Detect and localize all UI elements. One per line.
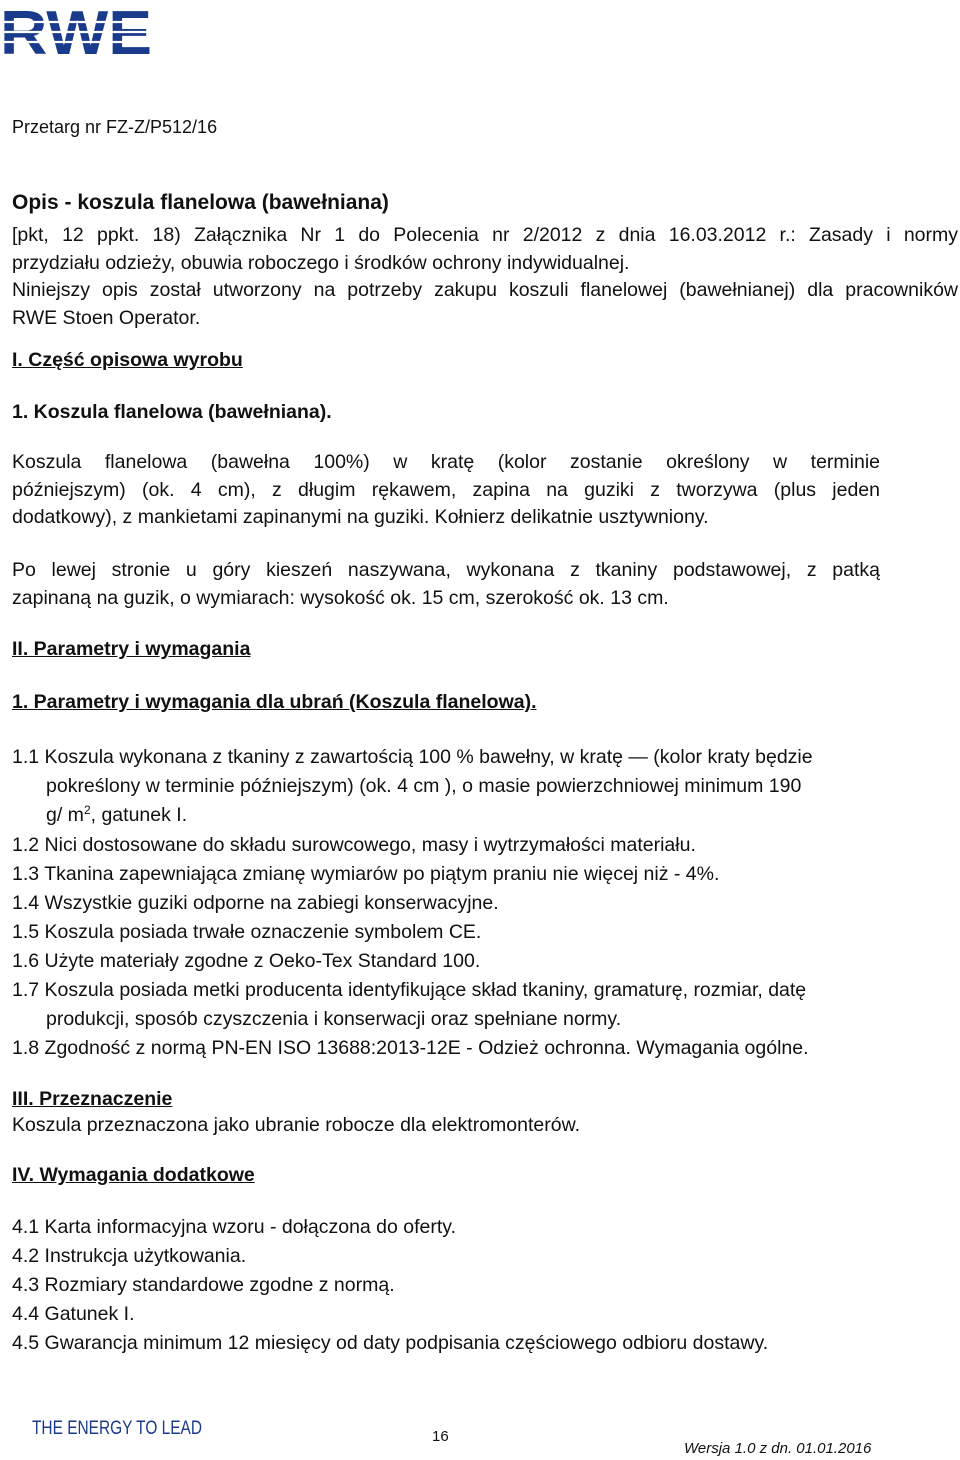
section-heading-1: I. Część opisowa wyrobu xyxy=(12,349,243,371)
purpose-text: Koszula przeznaczona jako ubranie robocze dla elektromonterów. xyxy=(12,1114,580,1136)
item-number: 4.2 xyxy=(12,1245,40,1267)
list-item xyxy=(12,889,882,918)
list-item xyxy=(12,1329,882,1358)
item-tail: , gatunek I. xyxy=(90,804,188,826)
item-text: Rozmiary standardowe zgodne z normą. xyxy=(44,1274,395,1296)
item-continuation: produkcji, sposób czyszczenia i konserwacji oraz spełniane normy. xyxy=(46,1008,622,1030)
item-continuation: pokreślony w terminie późniejszym) (ok. 4 cm ), o masie powierzchniowej minimum 190 xyxy=(46,775,802,797)
list-item xyxy=(12,1034,882,1063)
version-label: Wersja 1.0 z dn. 01.01.2016 xyxy=(684,1440,872,1457)
item-number: 1.5 xyxy=(12,921,40,943)
description-line: późniejszym) (ok. 4 cm), z długim rękawem, zapina na guziki z tworzywa (plus jeden xyxy=(12,478,880,501)
section-heading-2: II. Parametry i wymagania xyxy=(12,638,251,660)
item-number: 1.1 xyxy=(12,746,40,768)
list-item xyxy=(12,1213,882,1242)
intro-line: przydziału odzieży, obuwia roboczego i środków ochrony indywidualnej. xyxy=(12,251,630,274)
section-heading-4: IV. Wymagania dodatkowe xyxy=(12,1164,255,1186)
item-number: 4.3 xyxy=(12,1274,40,1296)
item-text: Użyte materiały zgodne z Oeko-Tex Standard 100. xyxy=(44,950,481,972)
list-item xyxy=(12,1242,882,1271)
list-item xyxy=(12,743,882,830)
item-number: 1.7 xyxy=(12,979,40,1001)
description-paragraph xyxy=(12,449,880,532)
item-text: Koszula wykonana z tkaniny z zawartością 100 % bawełny, w kratę — (kolor kraty będzie xyxy=(44,746,813,768)
description-line: Koszula flanelowa (bawełna 100%) w kratę (kolor zostanie określony w terminie xyxy=(12,451,880,473)
item-text: Gwarancja minimum 12 miesięcy od daty podpisania częściowego odbioru dostawy. xyxy=(44,1332,769,1354)
footer-slogan-text: THE ENERGY TO LEAD xyxy=(32,1418,202,1439)
item-text: Koszula posiada metki producenta identyfikujące skład tkaniny, gramaturę, rozmiar, datę xyxy=(44,979,807,1001)
list-item xyxy=(12,831,882,860)
document-title: Opis - koszula flanelowa (bawełniana) xyxy=(12,191,389,214)
intro-line: RWE Stoen Operator. xyxy=(12,306,201,329)
item-number: 1.2 xyxy=(12,834,40,856)
pocket-line: zapinaną na guzik, o wymiarach: wysokość ok. 15 cm, szerokość ok. 13 cm. xyxy=(12,586,669,609)
description-line: dodatkowy), z mankietami zapinanymi na guziki. Kołnierz delikatnie usztywniony. xyxy=(12,506,709,528)
intro-line: [pkt, 12 ppkt. 18) Załącznika Nr 1 do Polecenia nr 2/2012 z dnia 16.03.2012 r.: Zasady i normy xyxy=(12,224,958,246)
unit-superscript: 2 xyxy=(83,803,91,817)
item-text: Instrukcja użytkowania. xyxy=(44,1245,247,1267)
unit-text: g/ m xyxy=(46,804,84,826)
item-text: Tkanina zapewniająca zmianę wymiarów po piątym praniu nie więcej niż - 4%. xyxy=(44,863,720,885)
page-number: 16 xyxy=(432,1428,449,1445)
item-number: 4.1 xyxy=(12,1216,40,1238)
list-item xyxy=(12,976,882,1034)
item-continuation xyxy=(12,801,882,830)
item-number: 1.6 xyxy=(12,950,40,972)
list-item xyxy=(12,1300,882,1329)
subsection-heading-2: 1. Parametry i wymagania dla ubrań (Koszula flanelowa). xyxy=(12,691,537,713)
subsection-heading: 1. Koszula flanelowa (bawełniana). xyxy=(12,401,332,423)
item-text: Karta informacyjna wzoru - dołączona do oferty. xyxy=(44,1216,457,1238)
section-heading-3: III. Przeznaczenie xyxy=(12,1088,173,1110)
intro-paragraph xyxy=(12,222,958,332)
rwe-logo xyxy=(0,0,160,68)
item-number: 1.8 xyxy=(12,1037,40,1059)
item-text: Wszystkie guziki odporne na zabiegi konserwacyjne. xyxy=(44,892,499,914)
item-text: Koszula posiada trwałe oznaczenie symbolem CE. xyxy=(44,921,482,943)
intro-line: Niniejszy opis został utworzony na potrzeby zakupu koszuli flanelowej (bawełnianej) dla pracowników xyxy=(12,279,958,301)
item-text: Nici dostosowane do składu surowcowego, masy i wytrzymałości materiału. xyxy=(44,834,696,856)
item-number: 4.4 xyxy=(12,1303,40,1325)
footer-slogan xyxy=(32,1415,204,1439)
item-text: Zgodność z normą PN-EN ISO 13688:2013-12E - Odzież ochronna. Wymagania ogólne. xyxy=(44,1037,809,1059)
list-item xyxy=(12,860,882,889)
item-number: 1.3 xyxy=(12,863,40,885)
item-number: 1.4 xyxy=(12,892,40,914)
pocket-paragraph xyxy=(12,557,880,612)
item-text: Gatunek I. xyxy=(44,1303,135,1325)
list-item xyxy=(12,1271,882,1300)
tender-number: Przetarg nr FZ-Z/P512/16 xyxy=(12,117,218,137)
list-item xyxy=(12,947,882,976)
item-number: 4.5 xyxy=(12,1332,40,1354)
rwe-logo-text: RWE xyxy=(0,0,152,68)
list-item xyxy=(12,918,882,947)
pocket-line: Po lewej stronie u góry kieszeń naszywana, wykonana z tkaniny podstawowej, z patką xyxy=(12,559,880,581)
